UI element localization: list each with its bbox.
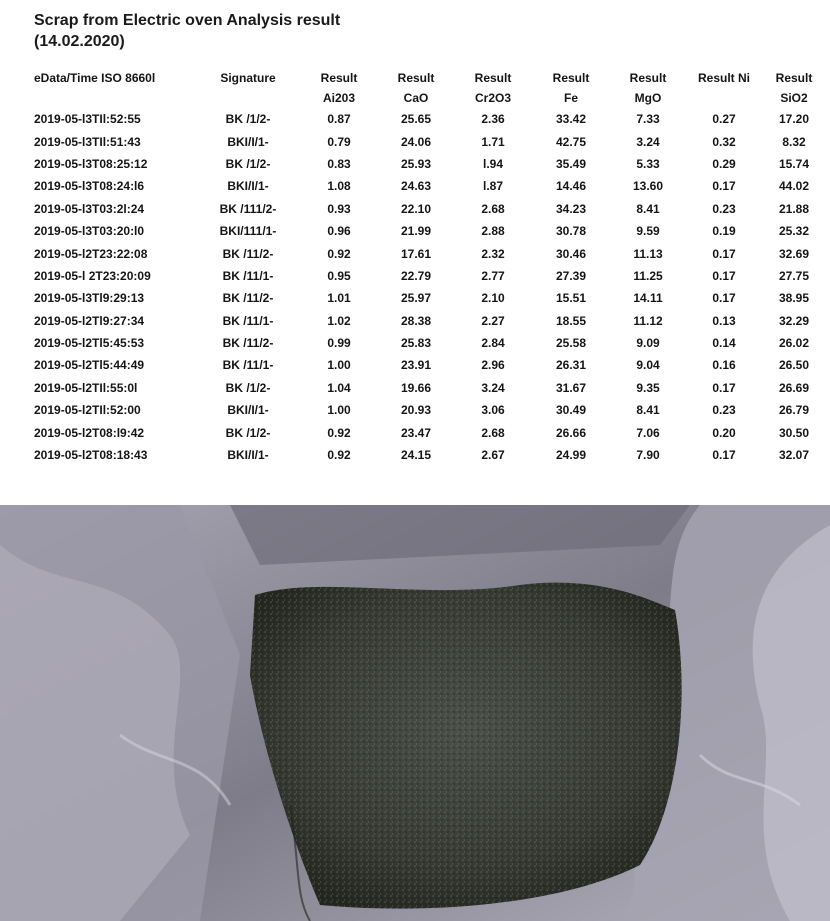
cell-result: 0.23 xyxy=(712,403,736,418)
column-header xyxy=(454,68,532,108)
cell-result: 1.00 xyxy=(327,358,351,373)
cell-result: 44.02 xyxy=(778,179,810,194)
cell-datetime: 2019-05-l2Tl5:45:53 xyxy=(34,336,145,351)
cell-result: 1.01 xyxy=(327,291,351,306)
analysis-results-table xyxy=(28,68,826,466)
cell-result: 0.83 xyxy=(327,156,351,171)
column-header xyxy=(610,68,686,108)
column-header-line2: Fe xyxy=(563,91,578,105)
cell-result: 0.13 xyxy=(712,313,736,328)
cell-result: 32.29 xyxy=(778,313,810,328)
cell-result: 3.24 xyxy=(481,380,505,395)
cell-result: 19.66 xyxy=(400,380,432,395)
cell-result: 11.25 xyxy=(633,268,663,283)
cell-result: 32.07 xyxy=(778,448,810,463)
cell-result: 9.35 xyxy=(636,380,660,395)
cell-result: 24.63 xyxy=(400,179,432,194)
cell-result: 26.31 xyxy=(555,358,587,373)
cell-result: 34.23 xyxy=(555,201,587,216)
cell-result: 24.15 xyxy=(400,448,432,463)
cell-result: 0.17 xyxy=(712,268,736,283)
cell-result: 26.50 xyxy=(778,358,810,373)
cell-result: 3.24 xyxy=(636,134,660,149)
cell-result: 8.41 xyxy=(636,403,660,418)
cell-signature: BK /1/2- xyxy=(225,112,271,127)
cell-result: 0.96 xyxy=(327,224,351,239)
cell-result: 24.99 xyxy=(555,448,587,463)
cell-result: 0.17 xyxy=(712,448,736,463)
column-header-line2: Cr2O3 xyxy=(474,91,512,105)
cell-result: 42.75 xyxy=(555,134,587,149)
cell-result: 0.17 xyxy=(712,246,736,261)
cell-result: 2.96 xyxy=(481,358,505,373)
cell-result: 27.75 xyxy=(778,268,810,283)
cell-result: 0.20 xyxy=(712,425,736,440)
cell-datetime: 2019-05-l3T08:25:12 xyxy=(34,156,148,171)
cell-datetime: 2019-05-l3TIl:51:43 xyxy=(34,134,141,149)
cell-result: 2.77 xyxy=(481,268,505,283)
cell-result: 0.29 xyxy=(712,156,736,171)
cell-result: 0.23 xyxy=(712,201,736,216)
cell-result: 2.36 xyxy=(481,112,505,127)
cell-result: 1.08 xyxy=(327,179,351,194)
cell-result: 25.32 xyxy=(778,224,810,239)
cell-result: 0.92 xyxy=(327,246,351,261)
cell-result: 9.59 xyxy=(636,224,660,239)
cell-result: 26.79 xyxy=(778,403,810,418)
cell-signature: BK /11/1- xyxy=(222,358,274,373)
cell-signature: BK /1/2- xyxy=(225,380,271,395)
cell-result: 1.71 xyxy=(481,134,505,149)
cell-result: 11.13 xyxy=(633,246,663,261)
cell-result: 32.69 xyxy=(778,246,810,261)
cell-signature: BK /11/1- xyxy=(222,313,274,328)
cell-result: 30.49 xyxy=(555,403,587,418)
column-header xyxy=(686,68,762,108)
table-row xyxy=(28,354,826,376)
cell-result: 33.42 xyxy=(555,112,587,127)
cell-result: 22.10 xyxy=(400,201,432,216)
cell-result: 31.67 xyxy=(555,380,587,395)
cell-signature: BKI/111/1- xyxy=(219,224,277,239)
cell-result: 17.20 xyxy=(778,112,810,127)
table-body xyxy=(28,108,826,466)
cell-result: l.87 xyxy=(482,179,503,194)
cell-result: 21.88 xyxy=(778,201,810,216)
cell-datetime: 2019-05-l 2T23:20:09 xyxy=(34,268,151,283)
cell-datetime: 2019-05-l2TIl:52:00 xyxy=(34,403,141,418)
column-header-line2: SiO2 xyxy=(780,91,808,105)
column-header-line1: Result xyxy=(629,71,667,85)
cell-result: 18.55 xyxy=(555,313,587,328)
cell-result: 23.47 xyxy=(400,425,432,440)
cell-result: 0.99 xyxy=(327,336,351,351)
column-header xyxy=(196,68,300,108)
cell-datetime: 2019-05-l2Tl5:44:49 xyxy=(34,358,145,373)
cell-result: l.94 xyxy=(482,156,503,171)
cell-signature: BK /1/2- xyxy=(225,156,271,171)
cell-result: 15.74 xyxy=(778,156,810,171)
table-row xyxy=(28,108,826,130)
cell-result: 25.97 xyxy=(400,291,432,306)
column-header-line1: Result Ni xyxy=(697,71,750,85)
cell-result: 2.67 xyxy=(481,448,505,463)
table-row xyxy=(28,153,826,175)
table-row xyxy=(28,220,826,242)
table-row xyxy=(28,265,826,287)
table-row xyxy=(28,287,826,309)
cell-result: 22.79 xyxy=(400,268,432,283)
table-row xyxy=(28,444,826,466)
table-row xyxy=(28,198,826,220)
cell-result: 0.87 xyxy=(327,112,351,127)
cell-result: 0.93 xyxy=(327,201,351,216)
table-row xyxy=(28,399,826,421)
column-header-line1: eData/Time ISO 8660l xyxy=(34,71,156,85)
column-header-line1: Result xyxy=(775,71,813,85)
cell-result: 0.17 xyxy=(712,380,736,395)
cell-result: 7.90 xyxy=(636,448,660,463)
cell-result: 30.50 xyxy=(778,425,810,440)
cell-signature: BKI/I/1- xyxy=(227,403,269,418)
cell-result: 7.06 xyxy=(636,425,660,440)
cell-result: 8.32 xyxy=(782,134,806,149)
cell-result: 1.04 xyxy=(327,380,351,395)
table-row xyxy=(28,421,826,443)
document-title xyxy=(34,10,594,52)
cell-result: 9.04 xyxy=(636,358,660,373)
cell-signature: BK /11/2- xyxy=(222,246,274,261)
cell-signature: BK /11/2- xyxy=(222,336,274,351)
cell-result: 26.02 xyxy=(778,336,810,351)
cell-datetime: 2019-05-l3TIl:52:55 xyxy=(34,112,141,127)
cell-result: 17.61 xyxy=(400,246,432,261)
column-header-line2: MgO xyxy=(634,91,662,105)
cell-result: 30.46 xyxy=(555,246,587,261)
cell-result: 28.38 xyxy=(400,313,432,328)
cell-signature: BK /11/2- xyxy=(222,291,274,306)
cell-result: 2.88 xyxy=(481,224,505,239)
scrap-photo xyxy=(0,505,830,921)
cell-result: 21.99 xyxy=(400,224,432,239)
cell-datetime: 2019-05-l3T03:2l:24 xyxy=(34,201,145,216)
cell-result: 7.33 xyxy=(636,112,660,127)
cell-result: 27.39 xyxy=(555,268,587,283)
cell-result: 0.32 xyxy=(712,134,736,149)
cell-result: 14.46 xyxy=(555,179,587,194)
column-header xyxy=(28,68,196,108)
cell-result: 13.60 xyxy=(632,179,664,194)
cell-datetime: 2019-05-l2Tl9:27:34 xyxy=(34,313,145,328)
table-row xyxy=(28,310,826,332)
cell-result: 5.33 xyxy=(636,156,660,171)
cell-signature: BKI/I/1- xyxy=(227,134,269,149)
cell-result: 3.06 xyxy=(481,403,505,418)
column-header-line2: CaO xyxy=(403,91,429,105)
column-header-line1: Result xyxy=(552,71,590,85)
cell-result: 38.95 xyxy=(778,291,810,306)
cell-result: 0.16 xyxy=(712,358,736,373)
column-header xyxy=(762,68,826,108)
cell-result: 25.58 xyxy=(555,336,587,351)
cell-result: 25.83 xyxy=(400,336,432,351)
table-header-row xyxy=(28,68,826,108)
cell-result: 25.93 xyxy=(400,156,432,171)
cell-result: 8.41 xyxy=(636,201,660,216)
table-row xyxy=(28,332,826,354)
cell-signature: BK /111/2- xyxy=(219,201,277,216)
title-date: (14.02.2020) xyxy=(34,33,125,50)
cell-datetime: 2019-05-l2T23:22:08 xyxy=(34,246,148,261)
cell-result: 0.17 xyxy=(712,291,736,306)
cell-datetime: 2019-05-l3T08:24:l6 xyxy=(34,179,145,194)
cell-result: 11.12 xyxy=(633,313,663,328)
cell-result: 0.19 xyxy=(712,224,736,239)
cell-datetime: 2019-05-l3Tl9:29:13 xyxy=(34,291,145,306)
cell-result: 2.84 xyxy=(481,336,505,351)
cell-result: 35.49 xyxy=(555,156,587,171)
column-header-line2: Ai203 xyxy=(322,91,356,105)
column-header-line1: Result xyxy=(397,71,435,85)
title-line-1: Scrap from Electric oven Analysis result xyxy=(34,12,341,29)
cell-result: 20.93 xyxy=(400,403,432,418)
cell-result: 0.95 xyxy=(327,268,351,283)
cell-result: 23.91 xyxy=(400,358,432,373)
cell-result: 15.51 xyxy=(555,291,587,306)
column-header-line1: Result xyxy=(320,71,358,85)
cell-result: 2.68 xyxy=(481,201,505,216)
cell-result: 24.06 xyxy=(400,134,432,149)
column-header xyxy=(300,68,378,108)
cell-result: 1.00 xyxy=(327,403,351,418)
table-row xyxy=(28,242,826,264)
scrap-bag-image xyxy=(0,505,830,921)
cell-result: 1.02 xyxy=(327,313,351,328)
cell-datetime: 2019-05-l2T08:l9:42 xyxy=(34,425,145,440)
column-header xyxy=(532,68,610,108)
cell-result: 26.66 xyxy=(555,425,587,440)
cell-result: 2.68 xyxy=(481,425,505,440)
table-row xyxy=(28,175,826,197)
cell-signature: BKI/I/1- xyxy=(227,179,269,194)
cell-result: 14.11 xyxy=(633,291,663,306)
column-header-line1: Signature xyxy=(220,71,276,85)
cell-signature: BKI/I/1- xyxy=(227,448,269,463)
cell-datetime: 2019-05-l2TIl:55:0l xyxy=(34,380,138,395)
column-header-line1: Result xyxy=(474,71,512,85)
cell-result: 26.69 xyxy=(778,380,810,395)
cell-result: 30.78 xyxy=(555,224,587,239)
cell-datetime: 2019-05-l3T03:20:l0 xyxy=(34,224,145,239)
cell-result: 2.27 xyxy=(481,313,505,328)
column-header xyxy=(378,68,454,108)
cell-result: 0.92 xyxy=(327,448,351,463)
cell-result: 9.09 xyxy=(636,336,660,351)
cell-datetime: 2019-05-l2T08:18:43 xyxy=(34,448,148,463)
cell-result: 25.65 xyxy=(400,112,432,127)
table-row xyxy=(28,130,826,152)
cell-signature: BK /11/1- xyxy=(222,268,274,283)
cell-result: 0.27 xyxy=(712,112,736,127)
cell-result: 0.17 xyxy=(712,179,736,194)
cell-signature: BK /1/2- xyxy=(225,425,271,440)
cell-result: 0.14 xyxy=(712,336,736,351)
table-row xyxy=(28,377,826,399)
cell-result: 2.32 xyxy=(481,246,505,261)
cell-result: 2.10 xyxy=(481,291,505,306)
cell-result: 0.92 xyxy=(327,425,351,440)
cell-result: 0.79 xyxy=(327,134,351,149)
